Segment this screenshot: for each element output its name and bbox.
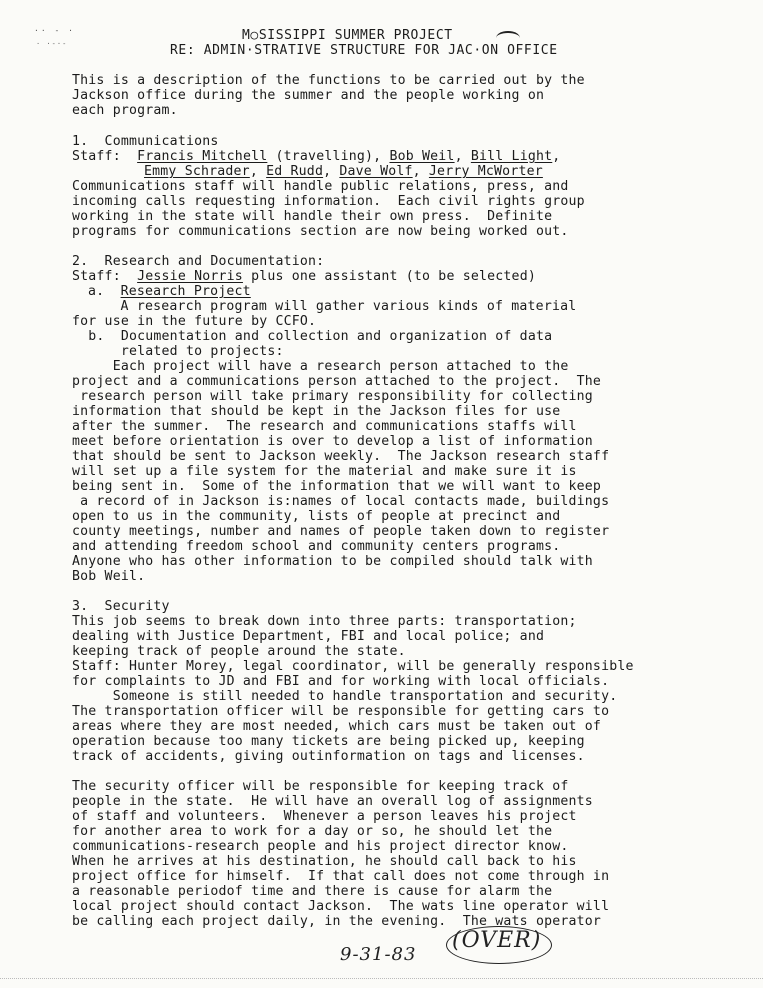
intro-line: This is a description of the functions to be carried out by the (72, 73, 585, 88)
communications-staff-line-2: Emmy Schrader, Ed Rudd, Dave Wolf, Jerry McWorter (144, 164, 543, 179)
communications-body-line: working in the state will handle their own press. Definite (72, 209, 553, 224)
research-body-line: a record of in Jackson is:names of local contacts made, buildings (72, 494, 610, 509)
security-body-line: Staff: Hunter Morey, legal coordinator, will be generally responsible (72, 659, 634, 674)
item-label: a. (88, 284, 121, 299)
security-officer-line: people in the state. He will have an overall log of assignments (72, 794, 593, 809)
staff-suffix: plus one assistant (to be selected) (242, 269, 536, 284)
bottom-edge (0, 978, 763, 979)
staff-note: (travelling), (267, 149, 390, 164)
research-staff-line (72, 269, 536, 284)
communications-body-line: Communications staff will handle public relations, press, and (72, 179, 569, 194)
staff-name: Jerry McWorter (428, 164, 543, 179)
staff-name: Jessie Norris (137, 269, 243, 284)
staff-name: Dave Wolf (339, 164, 413, 179)
security-body-line: dealing with Justice Department, FBI and local police; and (72, 629, 545, 644)
section-heading-research: 2. Research and Documentation: (72, 254, 325, 269)
security-body-line: keeping track of people around the state. (72, 644, 406, 659)
research-item-a-line: for use in the future by CCFO. (72, 314, 317, 329)
security-body-line: areas where they are most needed, which cars must be taken out of (72, 719, 602, 734)
research-body-line: Each project will have a research person attached to the (72, 359, 569, 374)
security-officer-line: be calling each project daily, in the evening. The wats operator (72, 914, 602, 929)
staff-name: Emmy Schrader (144, 164, 250, 179)
security-body-line: track of accidents, giving outinformation on tags and licenses. (72, 749, 585, 764)
security-body-line: for complaints to JD and FBI and for working with local officials. (72, 674, 610, 689)
communications-body-line: programs for communications section are now being worked out. (72, 224, 569, 239)
staff-prefix: Staff: (72, 149, 138, 164)
document-title: M○SISSIPPI SUMMER PROJECT (242, 28, 453, 43)
research-body-line: meet before orientation is over to develop a list of information (72, 434, 593, 449)
security-officer-line: project office for himself. If that call does not come through in (72, 869, 610, 884)
security-officer-line: communications-research people and his project director know. (72, 839, 569, 854)
security-officer-line: The security officer will be responsible for keeping track of (72, 779, 569, 794)
item-title: Research Project (120, 284, 251, 299)
research-body-line: information that should be kept in the Jackson files for use (72, 404, 561, 419)
security-officer-line: a reasonable periodof time and there is cause for alarm the (72, 884, 553, 899)
staff-prefix: Staff: (72, 269, 138, 284)
handwritten-over: (OVER) (452, 928, 542, 953)
security-body-line: The transportation officer will be responsible for getting cars to (72, 704, 610, 719)
security-officer-line: of staff and volunteers. Whenever a person leaves his project (72, 809, 577, 824)
research-body-line: Bob Weil. (72, 569, 146, 584)
communications-body-line: incoming calls requesting information. Each civil rights group (72, 194, 585, 209)
security-officer-line: for another area to work for a day or so, he should let the (72, 824, 553, 839)
security-body-line: This job seems to break down into three parts: transportation; (72, 614, 577, 629)
research-body-line: county meetings, number and names of people taken down to register (72, 524, 610, 539)
staff-name: Bill Light (470, 149, 553, 164)
research-item-a-title (88, 284, 251, 299)
research-item-b-title: related to projects: (72, 344, 284, 359)
section-heading-security: 3. Security (72, 599, 170, 614)
security-body-line: operation because too many tickets are being picked up, keeping (72, 734, 585, 749)
section-heading-communications: 1. Communications (72, 134, 219, 149)
security-officer-line: local project should contact Jackson. The wats line operator will (72, 899, 610, 914)
communications-staff-line-1: Staff: Francis Mitchell (travelling), Bob Weil, Bill Light, (72, 149, 561, 164)
research-body-line: after the summer. The research and communications staffs will (72, 419, 577, 434)
research-item-a-line: A research program will gather various kinds of material (88, 299, 577, 314)
research-item-b-title: b. Documentation and collection and organization of data (72, 329, 553, 344)
research-body-line: being sent in. Some of the information that we will want to keep (72, 479, 602, 494)
research-body-line: research person will take primary responsibility for collecting (72, 389, 593, 404)
document-subtitle: RE: ADMIN·STRATIVE STRUCTURE FOR JAC·ON OFFICE (170, 43, 558, 58)
research-body-line: that should be sent to Jackson weekly. The Jackson research staff (72, 449, 610, 464)
corner-mark: ·· - · (34, 26, 75, 35)
intro-line: Jackson office during the summer and the people working on (72, 88, 545, 103)
corner-mark-2: · ·-·- (36, 40, 68, 48)
security-body-line: Someone is still needed to handle transportation and security. (72, 689, 618, 704)
research-body-line: will set up a file system for the material and make sure it is (72, 464, 577, 479)
staff-name: Ed Rudd (266, 164, 324, 179)
security-officer-line: When he arrives at his destination, he should call back to his (72, 854, 577, 869)
research-body-line: project and a communications person attached to the project. The (72, 374, 602, 389)
intro-line: each program. (72, 103, 178, 118)
research-body-line: Anyone who has other information to be compiled should talk with (72, 554, 593, 569)
staff-name: Bob Weil (389, 149, 455, 164)
research-body-line: open to us in the community, lists of people at precinct and (72, 509, 561, 524)
research-body-line: and attending freedom school and community centers programs. (72, 539, 561, 554)
handwritten-date: 9-31-83 (340, 944, 417, 965)
staff-name: Francis Mitchell (137, 149, 268, 164)
